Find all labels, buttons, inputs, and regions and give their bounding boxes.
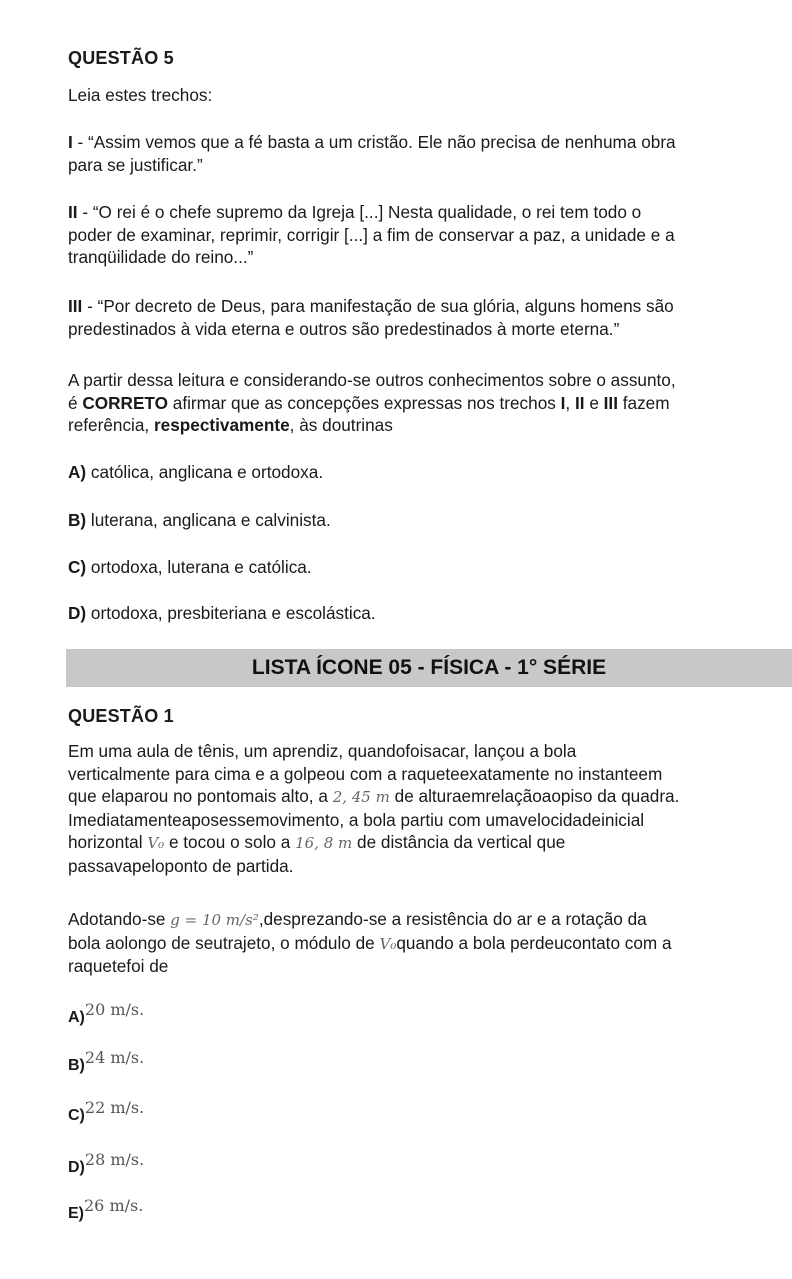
gravity-math: g = 10 m/s² (170, 911, 259, 929)
q5-option-a[interactable]: A) católica, anglicana e ortodoxa. (68, 462, 324, 482)
distance-math: 16, 8 m (295, 834, 353, 852)
stem-line-1: A partir dessa leitura e considerando-se outros conhecimentos sobre o assunto, (68, 370, 676, 390)
q5-excerpt-2 (68, 201, 675, 269)
q1-answer-a[interactable]: A)20 m/s. (68, 1000, 145, 1026)
p2-line-3: raquetefoi de (68, 956, 169, 976)
excerpt-2-line-1: - “O rei é o chefe supremo da Igreja [...] Nesta qualidade, o rei tem todo o (77, 202, 642, 222)
q5-option-c[interactable]: C) ortodoxa, luterana e católica. (68, 557, 312, 577)
p1-line-6: passavapeloponto de partida. (68, 855, 294, 876)
p2-line-2: bola aolongo de seutrajeto, o módulo de V₀quando a bola perdeucontato com a (68, 932, 672, 953)
q5-excerpt-1 (68, 131, 676, 176)
excerpt-3-line-2: predestinados à vida eterna e outros são predestinados à morte eterna.” (68, 318, 620, 339)
v0-math-2: V₀ (379, 934, 397, 953)
question-1-title: QUESTÃO 1 (68, 706, 174, 726)
excerpt-2-line-3: tranqüilidade do reino...” (68, 247, 254, 267)
excerpt-3-line-1: - “Por decreto de Deus, para manifestação de sua glória, alguns homens são (82, 296, 674, 316)
excerpt-1-label: I (68, 132, 73, 152)
p1-line-1: Em uma aula de tênis, um aprendiz, quandofoisacar, lançou a bola (68, 741, 577, 761)
excerpt-2-line-2: poder de examinar, reprimir, corrigir [...] a fim de conservar a paz, a unidade e a (68, 224, 675, 245)
q5-intro: Leia estes trechos: (68, 85, 213, 105)
q1-answer-d[interactable]: D)28 m/s. (68, 1150, 145, 1176)
excerpt-1-line-2: para se justificar.” (68, 154, 203, 175)
stem-line-3: referência, respectivamente, às doutrinas (68, 415, 393, 435)
q5-option-b[interactable]: B) luterana, anglicana e calvinista. (68, 510, 331, 530)
excerpt-2-label: II (68, 202, 78, 222)
v0-math: V₀ (147, 834, 165, 852)
excerpt-1-line-1: - “Assim vemos que a fé basta a um cristão. Ele não precisa de nenhuma obra (72, 132, 676, 152)
q1-answer-b[interactable]: B)24 m/s. (68, 1048, 145, 1074)
question-5-title: QUESTÃO 5 (68, 48, 174, 68)
height-math: 2, 45 m (332, 788, 390, 806)
p1-line-3: que elaparou no pontomais alto, a 2, 45 m de alturaemrelaçãoaopiso da quadra. (68, 786, 680, 806)
p1-line-2: verticalmente para cima e a golpeou com a raqueteexatamente no instanteem (68, 763, 663, 784)
q5-stem (68, 369, 676, 437)
q1-paragraph-1 (68, 740, 679, 877)
section-banner: LISTA ÍCONE 05 - FÍSICA - 1° SÉRIE (66, 649, 792, 687)
stem-line-2: é CORRETO afirmar que as concepções expressas nos trechos I, II e III fazem (68, 392, 670, 413)
q1-paragraph-2 (68, 908, 672, 978)
excerpt-3-label: III (68, 296, 83, 316)
p1-line-4: Imediatamenteaposessemovimento, a bola partiu com umavelocidadeinicial (68, 809, 645, 830)
q1-answer-e[interactable]: E)26 m/s. (68, 1196, 144, 1222)
q1-answer-c[interactable]: C)22 m/s. (68, 1098, 145, 1124)
p2-line-1: Adotando-se g = 10 m/s²,desprezando-se a resistência do ar e a rotação da (68, 909, 647, 929)
q5-excerpt-3 (68, 295, 674, 340)
q5-option-d[interactable]: D) ortodoxa, presbiteriana e escolástica. (68, 603, 376, 623)
p1-line-5: horizontal V₀ e tocou o solo a 16, 8 m de distância da vertical que (68, 832, 566, 852)
